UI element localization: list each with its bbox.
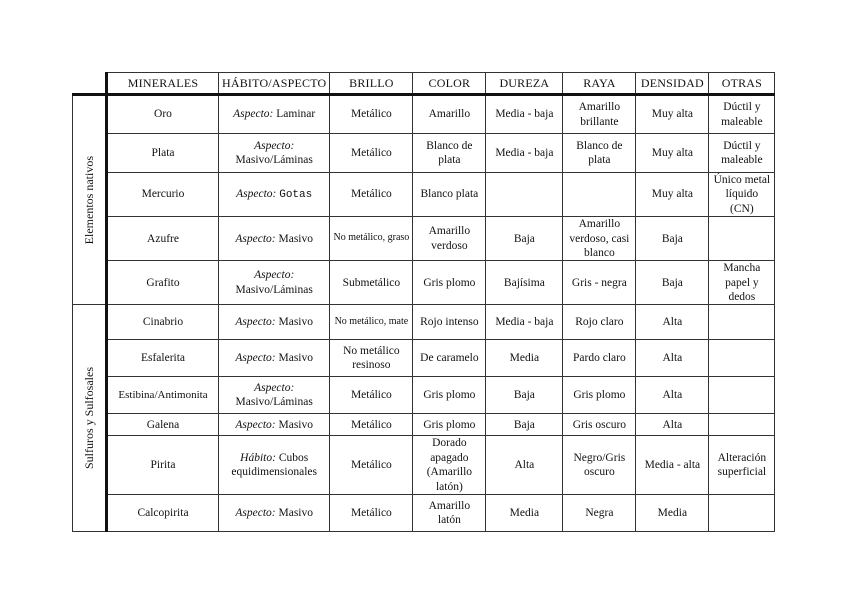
habit-label: Aspecto: — [254, 382, 295, 394]
table-row — [73, 134, 775, 173]
cell-color: Gris plomo — [413, 377, 486, 414]
cell-otras — [709, 217, 775, 261]
header-habito: HÁBITO/ASPECTO — [219, 73, 330, 95]
cell-mineral: Esfalerita — [107, 340, 219, 377]
header-brillo: BRILLO — [330, 73, 413, 95]
cell-brillo: Metálico — [330, 377, 413, 414]
habit-value: Masivo/Láminas — [235, 396, 313, 409]
cell-densidad: Media - alta — [636, 436, 709, 495]
header-corner — [73, 73, 107, 95]
cell-raya: Negra — [563, 494, 636, 531]
cell-habito — [219, 340, 330, 377]
habit-label: Aspecto: — [254, 269, 295, 282]
habit-label: Aspecto: — [235, 316, 276, 329]
cell-dureza: Baja — [486, 217, 563, 261]
cell-otras: Dúctil y maleable — [709, 95, 775, 134]
cell-raya: Amarillo brillante — [563, 95, 636, 134]
cell-dureza: Baja — [486, 377, 563, 414]
cell-habito — [219, 377, 330, 414]
cell-dureza: Media — [486, 494, 563, 531]
habit-value: Masivo — [278, 316, 313, 329]
cell-otras — [709, 340, 775, 377]
cell-densidad: Alta — [636, 377, 709, 414]
cell-mineral: Calcopirita — [107, 494, 219, 531]
cell-densidad: Media — [636, 494, 709, 531]
cell-densidad: Alta — [636, 414, 709, 436]
cell-raya: Gris oscuro — [563, 414, 636, 436]
table-row — [73, 173, 775, 217]
table-row — [73, 377, 775, 414]
cell-color: Blanco de plata — [413, 134, 486, 173]
cell-otras — [709, 305, 775, 340]
cell-brillo: Metálico — [330, 494, 413, 531]
cell-brillo: Metálico — [330, 95, 413, 134]
habit-label: Aspecto: — [235, 418, 276, 431]
cell-mineral: Azufre — [107, 217, 219, 261]
cell-densidad: Muy alta — [636, 95, 709, 134]
minerals-table — [72, 72, 775, 532]
cell-densidad: Alta — [636, 305, 709, 340]
habit-label: Aspecto: — [233, 108, 274, 121]
habit-value: Masivo — [278, 506, 313, 519]
table-row — [73, 305, 775, 340]
cell-dureza: Alta — [486, 436, 563, 495]
table-row — [73, 261, 775, 305]
header-color: COLOR — [413, 73, 486, 95]
cell-dureza: Media - baja — [486, 95, 563, 134]
habit-value: Gotas — [279, 188, 313, 201]
cell-color: De caramelo — [413, 340, 486, 377]
cell-habito — [219, 173, 330, 217]
cell-mineral: Mercurio — [107, 173, 219, 217]
habit-label: Aspecto: — [235, 232, 276, 245]
header-densidad: DENSIDAD — [636, 73, 709, 95]
cell-raya: Pardo claro — [563, 340, 636, 377]
cell-habito — [219, 95, 330, 134]
table-row — [73, 95, 775, 134]
cell-brillo: Metálico — [330, 173, 413, 217]
habit-value: Cubos equidimensionales — [231, 451, 317, 479]
cell-mineral: Oro — [107, 95, 219, 134]
cell-mineral: Galena — [107, 414, 219, 436]
group-nativos-label: Elementos nativos — [81, 156, 96, 245]
cell-otras — [709, 414, 775, 436]
cell-color: Gris plomo — [413, 414, 486, 436]
cell-habito — [219, 261, 330, 305]
cell-densidad: Muy alta — [636, 173, 709, 217]
cell-brillo: No metálico, graso — [330, 217, 413, 261]
cell-raya — [563, 173, 636, 217]
cell-color: Dorado apagado (Amarillo latón) — [413, 436, 486, 495]
cell-habito — [219, 134, 330, 173]
cell-mineral: Cinabrio — [107, 305, 219, 340]
habit-value: Masivo — [278, 418, 313, 431]
cell-mineral: Pirita — [107, 436, 219, 495]
cell-mineral: Estibina/Antimonita — [107, 377, 219, 414]
cell-brillo: Metálico — [330, 134, 413, 173]
header-row — [73, 73, 775, 95]
header-raya: RAYA — [563, 73, 636, 95]
cell-color: Amarillo verdoso — [413, 217, 486, 261]
group-nativos — [73, 95, 107, 305]
cell-raya: Blanco de plata — [563, 134, 636, 173]
cell-otras — [709, 494, 775, 531]
cell-raya: Amarillo verdoso, casi blanco — [563, 217, 636, 261]
header-dureza: DUREZA — [486, 73, 563, 95]
cell-habito — [219, 305, 330, 340]
cell-mineral: Grafito — [107, 261, 219, 305]
cell-habito — [219, 494, 330, 531]
cell-habito — [219, 217, 330, 261]
cell-color: Blanco plata — [413, 173, 486, 217]
cell-dureza — [486, 173, 563, 217]
cell-densidad: Baja — [636, 261, 709, 305]
table-row — [73, 494, 775, 531]
habit-value: Masivo/Láminas — [235, 283, 313, 296]
cell-densidad: Alta — [636, 340, 709, 377]
header-otras: OTRAS — [709, 73, 775, 95]
habit-value: Masivo — [278, 352, 313, 365]
cell-raya: Gris plomo — [563, 377, 636, 414]
habit-value: Masivo/Láminas — [235, 154, 313, 166]
cell-otras: Dúctil y maleable — [709, 134, 775, 173]
cell-mineral: Plata — [107, 134, 219, 173]
table-row — [73, 340, 775, 377]
habit-value: Laminar — [276, 108, 316, 121]
cell-otras: Mancha papel y dedos — [709, 261, 775, 305]
cell-dureza: Baja — [486, 414, 563, 436]
habit-label: Aspecto: — [236, 187, 277, 200]
cell-habito — [219, 436, 330, 495]
cell-dureza: Bajísima — [486, 261, 563, 305]
cell-color: Amarillo latón — [413, 494, 486, 531]
group-sulfuros-label: Sulfuros y Sulfosales — [81, 367, 96, 470]
habit-label: Aspecto: — [235, 352, 276, 365]
cell-brillo: No metálico, mate — [330, 305, 413, 340]
table-row — [73, 414, 775, 436]
group-sulfuros — [73, 305, 107, 532]
cell-dureza: Media — [486, 340, 563, 377]
cell-color: Amarillo — [413, 95, 486, 134]
cell-habito — [219, 414, 330, 436]
table-row — [73, 217, 775, 261]
cell-raya: Negro/Gris oscuro — [563, 436, 636, 495]
table-row — [73, 436, 775, 495]
habit-label: Aspecto: — [254, 139, 295, 152]
cell-densidad: Baja — [636, 217, 709, 261]
cell-color: Rojo intenso — [413, 305, 486, 340]
habit-value: Masivo — [278, 232, 313, 245]
cell-brillo: Submetálico — [330, 261, 413, 305]
cell-brillo: Metálico — [330, 436, 413, 495]
habit-label: Aspecto: — [235, 506, 276, 519]
cell-otras: Único metal líquido (CN) — [709, 173, 775, 217]
cell-dureza: Media - baja — [486, 305, 563, 340]
cell-color: Gris plomo — [413, 261, 486, 305]
cell-brillo: No metálico resinoso — [330, 340, 413, 377]
cell-raya: Rojo claro — [563, 305, 636, 340]
header-minerales: MINERALES — [107, 73, 219, 95]
cell-otras: Alteración superficial — [709, 436, 775, 495]
cell-densidad: Muy alta — [636, 134, 709, 173]
cell-dureza: Media - baja — [486, 134, 563, 173]
cell-otras — [709, 377, 775, 414]
cell-brillo: Metálico — [330, 414, 413, 436]
cell-raya: Gris - negra — [563, 261, 636, 305]
habit-label: Hábito: — [240, 451, 276, 464]
